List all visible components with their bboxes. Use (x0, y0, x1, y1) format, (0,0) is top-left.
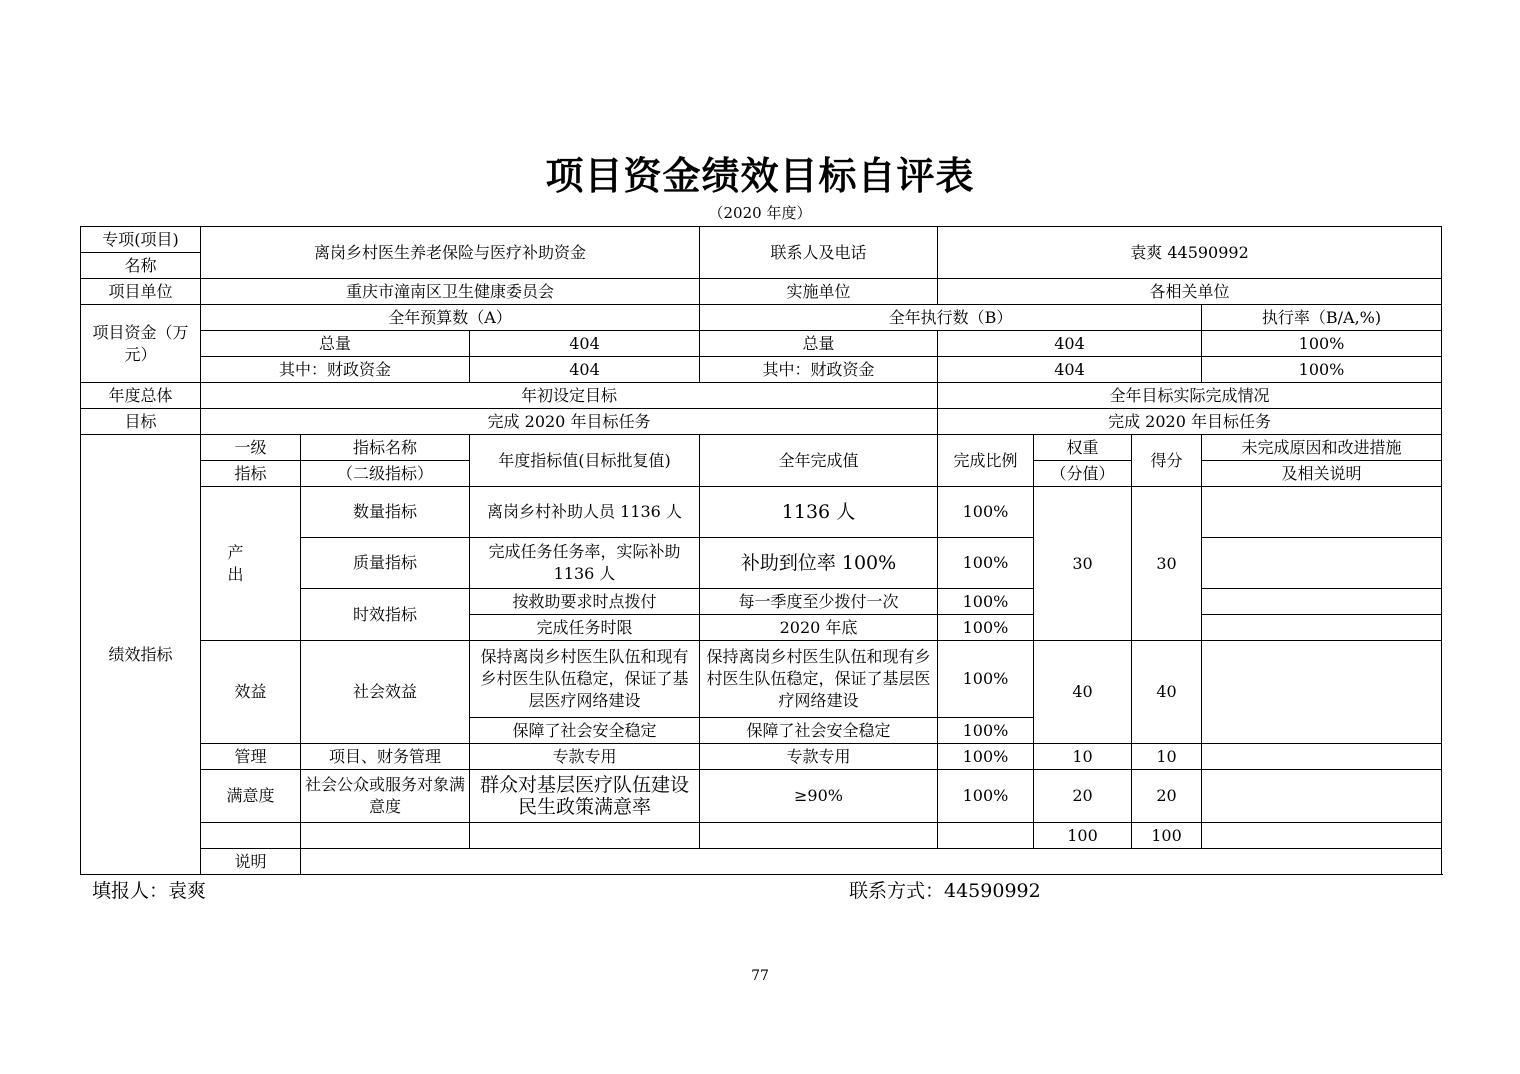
header-weight: 权重 (1034, 435, 1132, 461)
quality-actual: 补助到位率 100% (700, 538, 938, 589)
satis-target: 群众对基层医疗队伍建设民生政策满意率 (470, 770, 700, 823)
output-label-text: 产出 (227, 542, 274, 584)
fiscal-a: 404 (470, 357, 700, 383)
total-a: 404 (470, 331, 700, 357)
header-target: 年度指标值(目标批复值) (470, 435, 700, 487)
satis-reason (1202, 770, 1442, 823)
table-row (81, 435, 1442, 461)
social2-ratio: 100% (938, 718, 1034, 744)
social1-ratio: 100% (938, 641, 1034, 718)
satis-ratio: 100% (938, 770, 1034, 823)
quality-label: 质量指标 (301, 538, 470, 589)
mgmt-actual: 专款专用 (700, 744, 938, 770)
time2-actual: 2020 年底 (700, 615, 938, 641)
page-title: 项目资金绩效目标自评表 (545, 153, 975, 198)
benefit-score: 40 (1132, 641, 1202, 744)
page-number: 77 (751, 968, 769, 984)
table-row (81, 279, 1442, 305)
time1-reason (1202, 589, 1442, 615)
reporter: 填报人：袁爽 (92, 880, 207, 902)
total-row-c3 (470, 823, 700, 849)
table-row (81, 823, 1442, 849)
rate-header: 执行率（B/A,%) (1202, 305, 1442, 331)
fiscal-label-b: 其中：财政资金 (700, 357, 938, 383)
social-label: 社会效益 (301, 641, 470, 744)
header-name-b: （二级指标） (301, 461, 470, 487)
goal-set-value: 完成 2020 年目标任务 (201, 409, 938, 435)
social1-target: 保持离岗乡村医生队伍和现有乡村医生队伍稳定，保证了基层医疗网络建设 (470, 641, 700, 718)
total-b: 404 (938, 331, 1202, 357)
year-subtitle: （2020 年度） (708, 204, 812, 222)
header-reason: 未完成原因和改进措施 (1202, 435, 1442, 461)
table-row (81, 487, 1442, 538)
goal-actual-value: 完成 2020 年目标任务 (938, 409, 1442, 435)
remark-value (301, 849, 1442, 875)
goal-actual-header: 全年目标实际完成情况 (938, 383, 1442, 409)
fiscal-label-a: 其中：财政资金 (201, 357, 470, 383)
benefit-weight: 40 (1034, 641, 1132, 744)
quality-target: 完成任务任务率，实际补助 1136 人 (470, 538, 700, 589)
impl-label: 实施单位 (700, 279, 938, 305)
output-weight: 30 (1034, 487, 1132, 641)
time2-target: 完成任务时限 (470, 615, 700, 641)
quantity-target: 离岗乡村补助人员 1136 人 (470, 487, 700, 538)
social2-actual: 保障了社会安全稳定 (700, 718, 938, 744)
table-row (81, 357, 1442, 383)
time2-ratio: 100% (938, 615, 1034, 641)
mgmt-target: 专款专用 (470, 744, 700, 770)
total-row-c4 (700, 823, 938, 849)
table-row (81, 744, 1442, 770)
header-level1: 一级 (201, 435, 301, 461)
quantity-reason (1202, 487, 1442, 538)
total-row-c2 (301, 823, 470, 849)
table-row (81, 383, 1442, 409)
mgmt-label: 管理 (201, 744, 301, 770)
header-name: 指标名称 (301, 435, 470, 461)
header-reason-b: 及相关说明 (1202, 461, 1442, 487)
quality-reason (1202, 538, 1442, 589)
table-row (81, 409, 1442, 435)
time1-target: 按救助要求时点拨付 (470, 589, 700, 615)
header-weight-b: （分值） (1034, 461, 1132, 487)
impl-value: 各相关单位 (938, 279, 1442, 305)
goal-label-2: 目标 (81, 409, 201, 435)
header-score: 得分 (1132, 435, 1202, 487)
table-row (81, 305, 1442, 331)
total-label-b: 总量 (700, 331, 938, 357)
quantity-ratio: 100% (938, 487, 1034, 538)
table-row (81, 770, 1442, 823)
total-rate: 100% (1202, 331, 1442, 357)
mgmt-score: 10 (1132, 744, 1202, 770)
table-row (81, 331, 1442, 357)
exec-header: 全年执行数（B） (700, 305, 1202, 331)
remark-label: 说明 (201, 849, 301, 875)
quality-ratio: 100% (938, 538, 1034, 589)
timeliness-label: 时效指标 (301, 589, 470, 641)
project-name-label: 专项(项目) (81, 227, 201, 253)
mgmt-weight: 10 (1034, 744, 1132, 770)
output-label (201, 487, 301, 641)
social1-actual: 保持离岗乡村医生队伍和现有乡村医生队伍稳定，保证了基层医疗网络建设 (700, 641, 938, 718)
reporter-contact: 联系方式：44590992 (849, 880, 1041, 902)
total-label-a: 总量 (201, 331, 470, 357)
fiscal-rate: 100% (1202, 357, 1442, 383)
table-row (81, 227, 1442, 253)
header-actual: 全年完成值 (700, 435, 938, 487)
self-evaluation-table (80, 226, 1442, 875)
project-name-value: 离岗乡村医生养老保险与医疗补助资金 (201, 227, 700, 279)
satis-score: 20 (1132, 770, 1202, 823)
unit-value: 重庆市潼南区卫生健康委员会 (201, 279, 700, 305)
time1-ratio: 100% (938, 589, 1034, 615)
satis-weight: 20 (1034, 770, 1132, 823)
satis-name: 社会公众或服务对象满意度 (301, 770, 470, 823)
total-weight: 100 (1034, 823, 1132, 849)
output-score: 30 (1132, 487, 1202, 641)
quantity-actual: 1136 人 (700, 487, 938, 538)
goal-label: 年度总体 (81, 383, 201, 409)
total-row-c1 (201, 823, 301, 849)
total-row-c5 (938, 823, 1034, 849)
indicators-section-label: 绩效指标 (81, 435, 201, 875)
goal-set-header: 年初设定目标 (201, 383, 938, 409)
project-name-label-2: 名称 (81, 253, 201, 279)
funds-label: 项目资金（万元） (81, 305, 201, 383)
quantity-label: 数量指标 (301, 487, 470, 538)
mgmt-ratio: 100% (938, 744, 1034, 770)
header-level1-b: 指标 (201, 461, 301, 487)
table-row (81, 641, 1442, 718)
total-score: 100 (1132, 823, 1202, 849)
benefit-label: 效益 (201, 641, 301, 744)
total-row-c8 (1202, 823, 1442, 849)
time1-actual: 每一季度至少拨付一次 (700, 589, 938, 615)
budget-header: 全年预算数（A） (201, 305, 700, 331)
fiscal-b: 404 (938, 357, 1202, 383)
table-row (81, 849, 1442, 875)
header-ratio: 完成比例 (938, 435, 1034, 487)
social2-target: 保障了社会安全稳定 (470, 718, 700, 744)
unit-label: 项目单位 (81, 279, 201, 305)
mgmt-reason (1202, 744, 1442, 770)
mgmt-name: 项目、财务管理 (301, 744, 470, 770)
time2-reason (1202, 615, 1442, 641)
contact-label: 联系人及电话 (700, 227, 938, 279)
benefit-reason (1202, 641, 1442, 744)
satis-label: 满意度 (201, 770, 301, 823)
satis-actual: ≥90% (700, 770, 938, 823)
contact-value: 袁爽 44590992 (938, 227, 1442, 279)
